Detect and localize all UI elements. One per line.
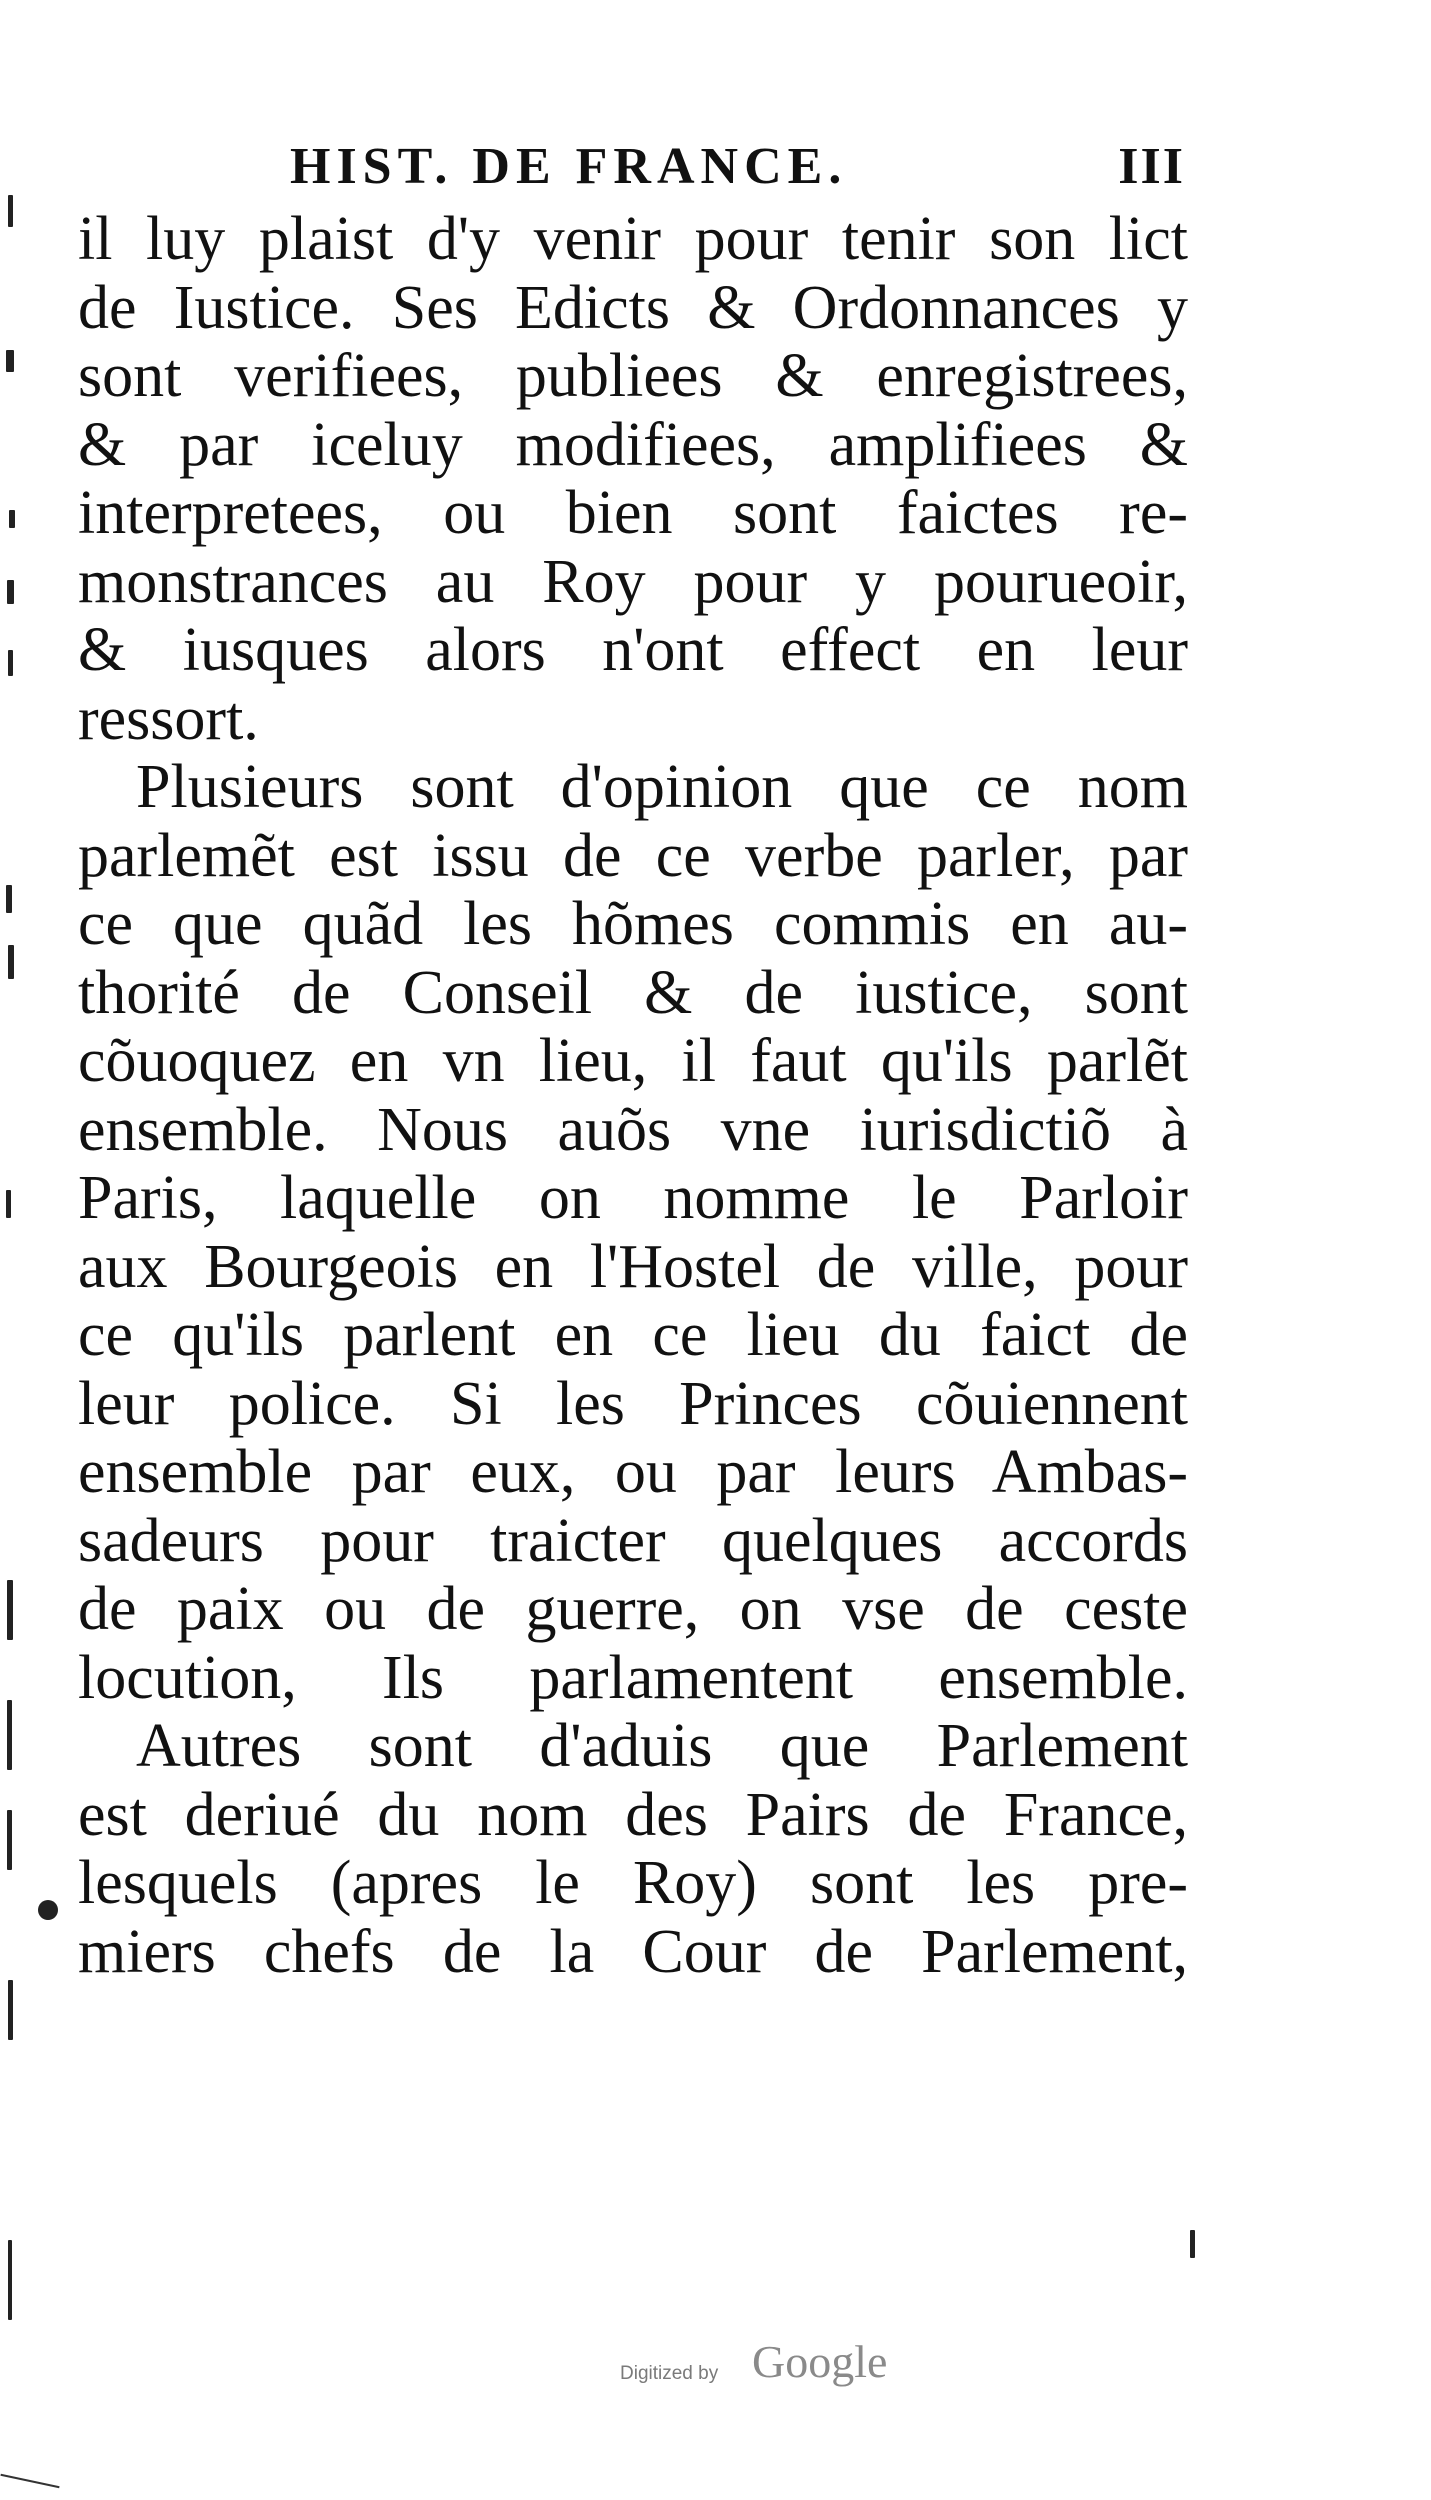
text-line: miers chefs de la Cour de Parlement, (78, 1917, 1188, 1986)
text-line: sadeurs pour traicter quelques accords (78, 1506, 1188, 1575)
gutter-mark (8, 1980, 13, 2040)
text-line: Autres sont d'aduis que Parlement (136, 1712, 1188, 1780)
digitized-watermark (620, 2335, 950, 2395)
text-line: & iusques alors n'ont effect en leur (78, 616, 1188, 684)
text-line: ressort. (78, 684, 259, 753)
text-line: ensemble. Nous auõs vne iurisdictiõ à (78, 1095, 1188, 1164)
gutter-mark (6, 885, 12, 913)
text-line: de paix ou de guerre, on vse de ceste (78, 1575, 1188, 1643)
running-head (290, 135, 1185, 199)
text-line: est deriué du nom des Pairs de France, (78, 1780, 1188, 1849)
google-logo: Google (752, 2336, 888, 2387)
text-line: leur police. Si les Princes cõuiennent (78, 1369, 1188, 1438)
gutter-mark (9, 510, 15, 528)
text-line: parlemẽt est issu de ce verbe parler, par (78, 821, 1188, 890)
text-line: sont verifiees, publiees & enregistrees, (78, 342, 1188, 410)
body-text (78, 205, 1188, 1986)
text-line: thorité de Conseil & de iustice, sont (78, 958, 1188, 1027)
running-head-title: HIST. DE FRANCE. (290, 138, 848, 195)
text-line: ce qu'ils parlent en ce lieu du faict de (78, 1301, 1188, 1369)
page-number: III (1118, 138, 1185, 195)
text-line: & par iceluy modifiees, amplifiees & (78, 410, 1188, 479)
text-line: ensemble par eux, ou par leurs Ambas- (78, 1438, 1188, 1506)
gutter-mark (6, 350, 14, 372)
gutter-mark (6, 1190, 11, 1218)
gutter-mark (8, 2240, 12, 2320)
text-line: lesquels (apres le Roy) sont les pre- (78, 1849, 1188, 1917)
gutter-mark (8, 945, 14, 979)
text-line: Paris, laquelle on nomme le Parloir (78, 1164, 1188, 1232)
text-line: monstrances au Roy pour y pourueoir, (78, 547, 1188, 616)
gutter-mark (38, 1900, 58, 1920)
scan-artifact (0, 2474, 59, 2488)
gutter-mark (7, 580, 14, 604)
text-line: de Iustice. Ses Edicts & Ordonnances y (78, 273, 1188, 342)
text-line: locution, Ils parlamentent ensemble. (78, 1643, 1188, 1712)
gutter-mark (8, 650, 13, 676)
gutter-mark (7, 1700, 12, 1770)
text-line: cõuoquez en vn lieu, il faut qu'ils parlẽt (78, 1027, 1188, 1095)
digitized-by-label: Digitized by (620, 2363, 719, 2384)
text-line: il luy plaist d'y venir pour tenir son lict (78, 205, 1188, 273)
text-line: interpretees, ou bien sont faictes re- (78, 479, 1188, 547)
gutter-mark (1190, 2230, 1195, 2258)
text-line: aux Bourgeois en l'Hostel de ville, pour (78, 1232, 1188, 1301)
gutter-mark (7, 1810, 12, 1870)
text-line: ce que quãd les hõmes commis en au- (78, 890, 1188, 958)
gutter-mark (7, 1580, 13, 1640)
text-line: Plusieurs sont d'opinion que ce nom (136, 753, 1188, 821)
gutter-mark (8, 195, 13, 227)
